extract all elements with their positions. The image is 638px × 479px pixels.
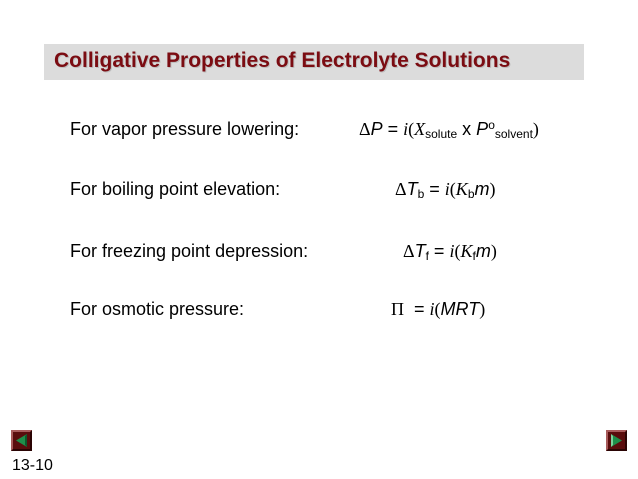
delta-symbol: Δ: [403, 241, 415, 261]
freezing-point-label: For freezing point depression:: [70, 241, 309, 261]
osmotic-pressure-formula: Π = i(MRT): [391, 299, 486, 319]
next-slide-button[interactable]: [606, 430, 627, 451]
boiling-point-formula: $\Delta T_b = i(K_bm)$: [395, 179, 496, 201]
vapor-pressure-label: For vapor pressure lowering:: [70, 119, 300, 139]
prev-slide-button[interactable]: [11, 430, 32, 451]
delta-symbol: Δ: [359, 119, 371, 139]
slide-title: Colligative Properties of Electrolyte Solutions: [54, 49, 511, 72]
osmotic-pressure-label: For osmotic pressure:: [70, 299, 245, 319]
triangle-left-icon: [15, 434, 28, 447]
triangle-right-icon: [610, 434, 623, 447]
pi-symbol: Π: [391, 299, 404, 319]
freezing-point-formula: $\Delta T_f = i(K_fm)$: [403, 241, 497, 263]
slide-number: 13-10: [12, 457, 53, 474]
vapor-pressure-formula: $\Delta P = i(X_{solute}$ x $P^o_{solvent}$): [359, 118, 539, 141]
delta-symbol: Δ: [395, 179, 407, 199]
boiling-point-label: For boiling point elevation:: [70, 179, 281, 199]
